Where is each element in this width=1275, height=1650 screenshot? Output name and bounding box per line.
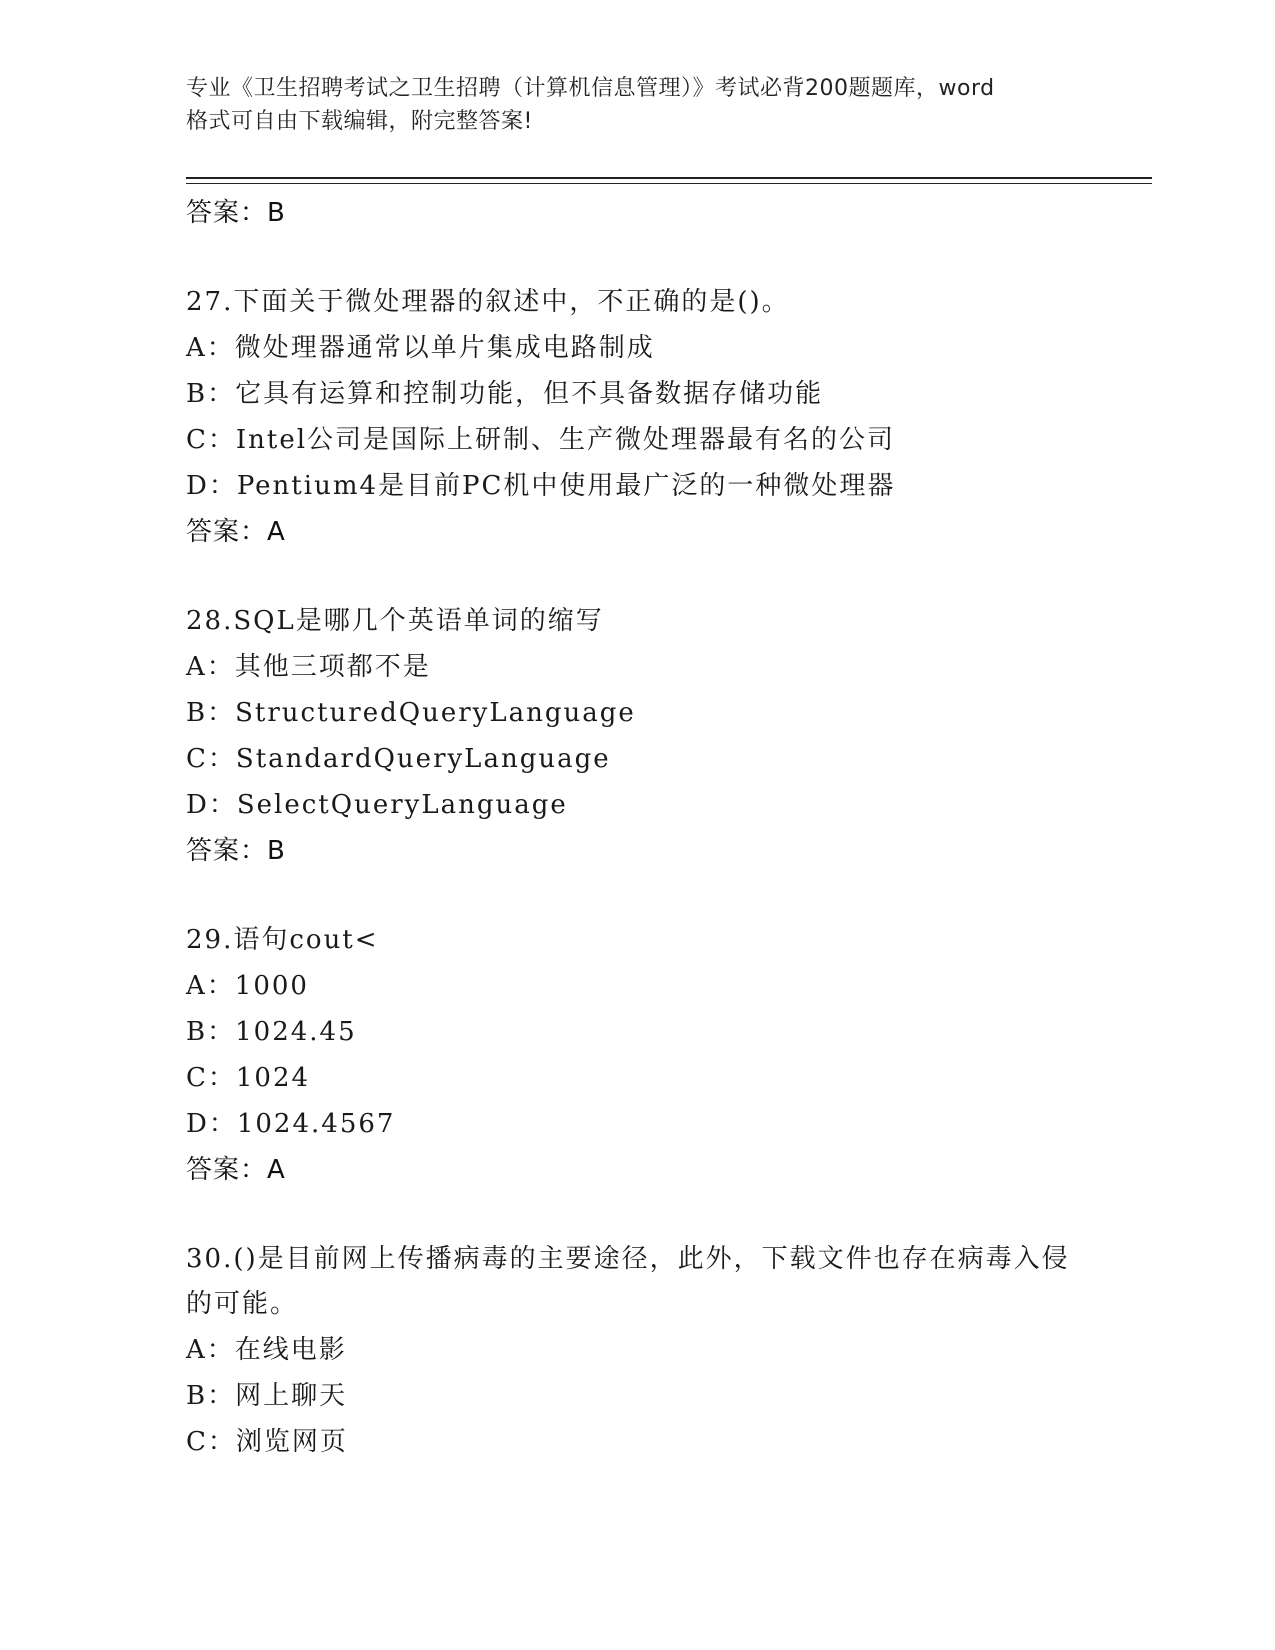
answer-line: 答案：A [186,517,286,547]
option-d: D：SelectQueryLanguage [186,790,568,820]
option-a: A：微处理器通常以单片集成电路制成 [186,333,655,363]
question-28 [186,599,1086,874]
option-a: A：在线电影 [186,1335,347,1365]
option-c: C：浏览网页 [186,1427,348,1457]
header-line-2: 格式可自由下载编辑，附完整答案! [186,109,533,134]
option-c: C：1024 [186,1063,311,1093]
header-line-1: 专业《卫生招聘考试之卫生招聘（计算机信息管理）》考试必背200题题库，word [186,76,995,101]
question-text: 29.语句cout< [186,925,379,955]
option-b: B：网上聊天 [186,1381,348,1411]
question-text: 27.下面关于微处理器的叙述中，不正确的是()。 [186,287,790,317]
question-30 [186,1237,1086,1465]
option-a: A：1000 [186,971,309,1001]
option-b: B：StructuredQueryLanguage [186,698,636,728]
answer-line: 答案：A [186,1155,286,1185]
header-divider-thick [186,177,1152,179]
option-d: D：Pentium4是目前PC机中使用最广泛的一种微处理器 [186,471,896,501]
answer-line: 答案：B [186,198,286,228]
option-c: C：StandardQueryLanguage [186,744,611,774]
question-list [186,190,1086,1465]
option-b: B：1024.45 [186,1017,357,1047]
option-c: C：Intel公司是国际上研制、生产微处理器最有名的公司 [186,425,896,455]
option-d: D：1024.4567 [186,1109,396,1139]
header-divider-thin [186,183,1152,184]
option-b: B：它具有运算和控制功能，但不具备数据存储功能 [186,379,824,409]
question-27 [186,280,1086,555]
question-29 [186,918,1086,1193]
answer-line: 答案：B [186,836,286,866]
question-text: 28.SQL是哪几个英语单词的缩写 [186,606,604,636]
document-header [186,72,1086,138]
option-a: A：其他三项都不是 [186,652,431,682]
question-text: 30.()是目前网上传播病毒的主要途径，此外，下载文件也存在病毒入侵的可能。 [186,1244,1070,1319]
